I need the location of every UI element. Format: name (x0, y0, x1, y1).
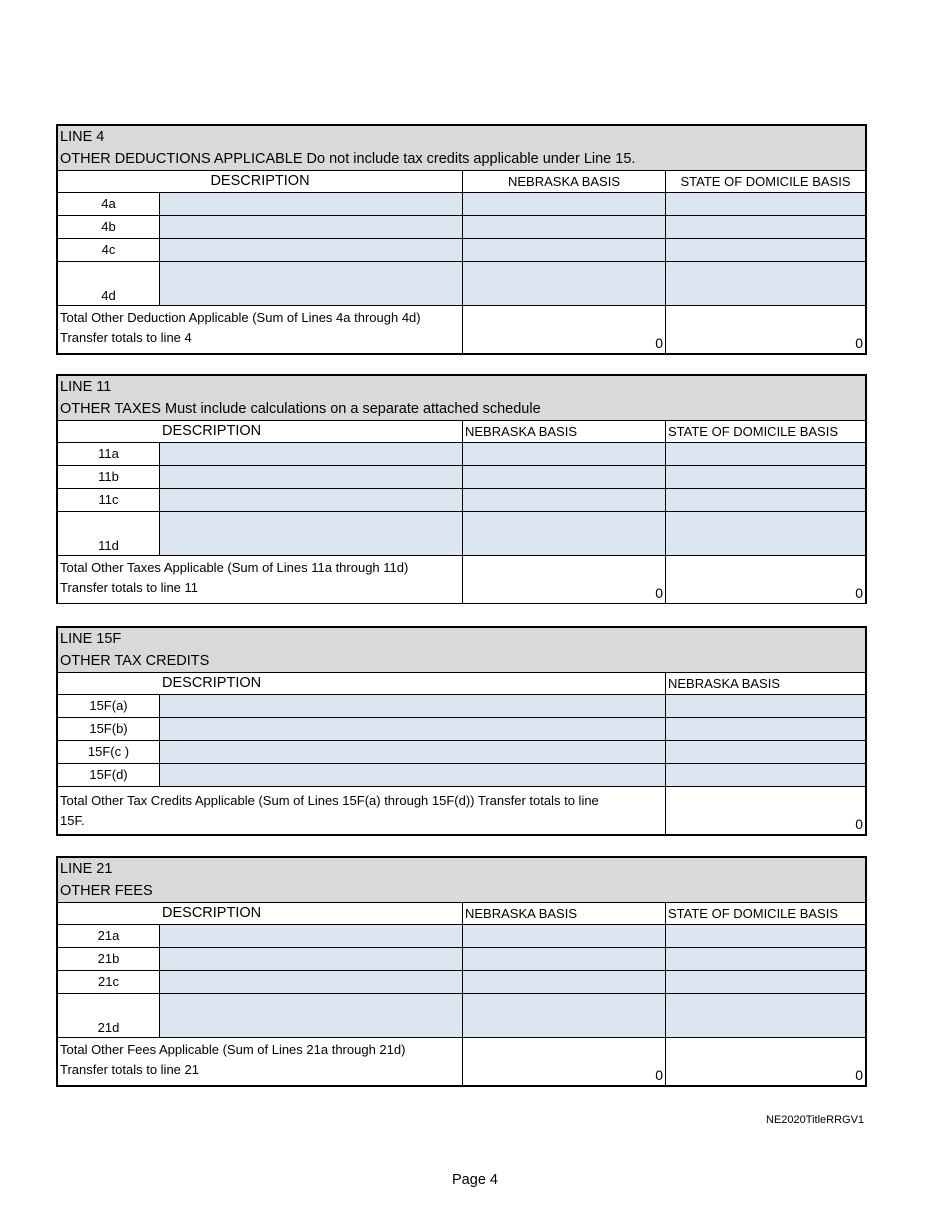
table-row (58, 947, 865, 970)
line-label: 21a (97, 928, 120, 943)
total-row (58, 305, 865, 353)
total-domicile-basis: 0 (665, 306, 865, 353)
line-label: 15F(b) (89, 721, 128, 736)
total-label (58, 556, 462, 603)
domicile-basis-input[interactable] (665, 239, 865, 261)
nebraska-basis-input[interactable] (665, 764, 865, 786)
total-label-line2: Transfer totals to line 4 (60, 330, 192, 345)
line-label: 11b (98, 469, 119, 484)
total-label-line2: 15F. (60, 813, 85, 828)
nebraska-basis-input[interactable] (462, 239, 665, 261)
nebraska-basis-header: NEBRASKA BASIS (462, 421, 665, 442)
nebraska-basis-input[interactable] (462, 925, 665, 947)
line-label: 15F(c ) (87, 744, 130, 759)
nebraska-basis-input[interactable] (462, 443, 665, 465)
description-header: DESCRIPTION (162, 423, 262, 439)
line11-column-headers (58, 420, 865, 442)
domicile-basis-input[interactable] (665, 971, 865, 993)
description-input[interactable] (159, 489, 462, 511)
line15f-section (56, 626, 867, 836)
total-domicile-basis: 0 (665, 556, 865, 603)
line15f-subheading: OTHER TAX CREDITS (60, 653, 210, 669)
table-row (58, 694, 865, 717)
total-nebraska-basis: 0 (462, 306, 665, 353)
description-input[interactable] (159, 971, 462, 993)
total-label-line2: Transfer totals to line 11 (60, 580, 199, 595)
domicile-basis-input[interactable] (665, 466, 865, 488)
nebraska-basis-input[interactable] (462, 466, 665, 488)
description-input[interactable] (159, 741, 665, 763)
line21-subheading: OTHER FEES (60, 883, 153, 899)
description-input[interactable] (159, 994, 462, 1037)
line11-subheading: OTHER TAXES Must include calculations on a separate attached schedule (60, 401, 541, 417)
total-row (58, 1037, 865, 1085)
total-label-line2: Transfer totals to line 21 (60, 1062, 199, 1077)
nebraska-basis-input[interactable] (462, 971, 665, 993)
line11-header (58, 376, 865, 420)
nebraska-basis-input[interactable] (462, 489, 665, 511)
total-nebraska-basis: 0 (462, 556, 665, 603)
line-label: 4b (101, 219, 116, 234)
line4-column-headers (58, 170, 865, 192)
nebraska-basis-input[interactable] (462, 193, 665, 215)
line21-heading: LINE 21 (60, 861, 113, 877)
nebraska-basis-input[interactable] (665, 741, 865, 763)
table-row (58, 511, 865, 555)
total-row (58, 786, 865, 834)
line-label: 15F(d) (89, 767, 128, 782)
line15f-header (58, 628, 865, 672)
line-label: 4a (101, 196, 116, 211)
domicile-basis-input[interactable] (665, 948, 865, 970)
line11-section (56, 374, 867, 604)
nebraska-basis-header: NEBRASKA BASIS (665, 673, 865, 694)
description-input[interactable] (159, 443, 462, 465)
table-row (58, 488, 865, 511)
description-input[interactable] (159, 512, 462, 555)
line4-header (58, 126, 865, 170)
description-input[interactable] (159, 193, 462, 215)
domicile-basis-input[interactable] (665, 216, 865, 238)
domicile-basis-input[interactable] (665, 262, 865, 305)
total-label-line1: Total Other Tax Credits Applicable (Sum of Lines 15F(a) through 15F(d)) Transfer totals to line (60, 793, 599, 808)
nebraska-basis-header: NEBRASKA BASIS (462, 903, 665, 924)
form-code: NE2020TitleRRGV1 (766, 1114, 865, 1126)
line-label: 11c (98, 492, 119, 507)
domicile-basis-header: STATE OF DOMICILE BASIS (665, 171, 865, 192)
table-row (58, 717, 865, 740)
table-row (58, 442, 865, 465)
total-nebraska-basis: 0 (462, 1038, 665, 1085)
total-label-line1: Total Other Taxes Applicable (Sum of Lines 11a through 11d) (60, 560, 409, 575)
total-label (58, 787, 665, 834)
total-domicile-basis: 0 (665, 1038, 865, 1085)
table-row (58, 993, 865, 1037)
domicile-basis-input[interactable] (665, 512, 865, 555)
nebraska-basis-input[interactable] (462, 512, 665, 555)
total-label-line1: Total Other Deduction Applicable (Sum of Lines 4a through 4d) (60, 310, 421, 325)
table-row (58, 261, 865, 305)
domicile-basis-input[interactable] (665, 443, 865, 465)
domicile-basis-input[interactable] (665, 994, 865, 1037)
domicile-basis-input[interactable] (665, 925, 865, 947)
table-row (58, 740, 865, 763)
description-input[interactable] (159, 216, 462, 238)
description-input[interactable] (159, 262, 462, 305)
line-label: 21d (97, 1020, 120, 1035)
line21-header (58, 858, 865, 902)
total-label (58, 306, 462, 353)
nebraska-basis-header: NEBRASKA BASIS (462, 171, 665, 192)
description-header: DESCRIPTION (210, 173, 310, 189)
description-input[interactable] (159, 948, 462, 970)
line-label: 21c (98, 974, 119, 989)
line-label: 11d (98, 538, 119, 553)
line-label: 4c (101, 242, 116, 257)
nebraska-basis-input[interactable] (462, 994, 665, 1037)
nebraska-basis-input[interactable] (462, 216, 665, 238)
description-input[interactable] (159, 466, 462, 488)
total-label (58, 1038, 462, 1085)
total-nebraska-basis: 0 (665, 787, 865, 834)
nebraska-basis-input[interactable] (665, 718, 865, 740)
description-input[interactable] (159, 925, 462, 947)
line-label: 21b (97, 951, 120, 966)
description-input[interactable] (159, 764, 665, 786)
line15f-heading: LINE 15F (60, 631, 122, 647)
total-row (58, 555, 865, 603)
line4-heading: LINE 4 (60, 129, 105, 145)
line4-subheading: OTHER DEDUCTIONS APPLICABLE Do not include tax credits applicable under Line 15. (60, 151, 636, 167)
line-label: 11a (98, 446, 119, 461)
total-label-line1: Total Other Fees Applicable (Sum of Lines 21a through 21d) (60, 1042, 406, 1057)
domicile-basis-header: STATE OF DOMICILE BASIS (665, 903, 865, 924)
page-number: Page 4 (452, 1172, 498, 1188)
table-row (58, 970, 865, 993)
line21-section (56, 856, 867, 1087)
line15f-column-headers (58, 672, 865, 694)
description-input[interactable] (159, 695, 665, 717)
line-label: 15F(a) (89, 698, 128, 713)
table-row (58, 763, 865, 786)
table-row (58, 238, 865, 261)
line21-column-headers (58, 902, 865, 924)
domicile-basis-input[interactable] (665, 489, 865, 511)
description-header: DESCRIPTION (162, 905, 262, 921)
table-row (58, 192, 865, 215)
line11-heading: LINE 11 (60, 379, 112, 395)
nebraska-basis-input[interactable] (462, 262, 665, 305)
description-header: DESCRIPTION (162, 675, 262, 691)
table-row (58, 924, 865, 947)
line-label: 4d (101, 288, 116, 303)
nebraska-basis-input[interactable] (462, 948, 665, 970)
line4-section (56, 124, 867, 355)
description-input[interactable] (159, 239, 462, 261)
domicile-basis-header: STATE OF DOMICILE BASIS (665, 421, 865, 442)
description-input[interactable] (159, 718, 665, 740)
table-row (58, 465, 865, 488)
domicile-basis-input[interactable] (665, 193, 865, 215)
table-row (58, 215, 865, 238)
nebraska-basis-input[interactable] (665, 695, 865, 717)
